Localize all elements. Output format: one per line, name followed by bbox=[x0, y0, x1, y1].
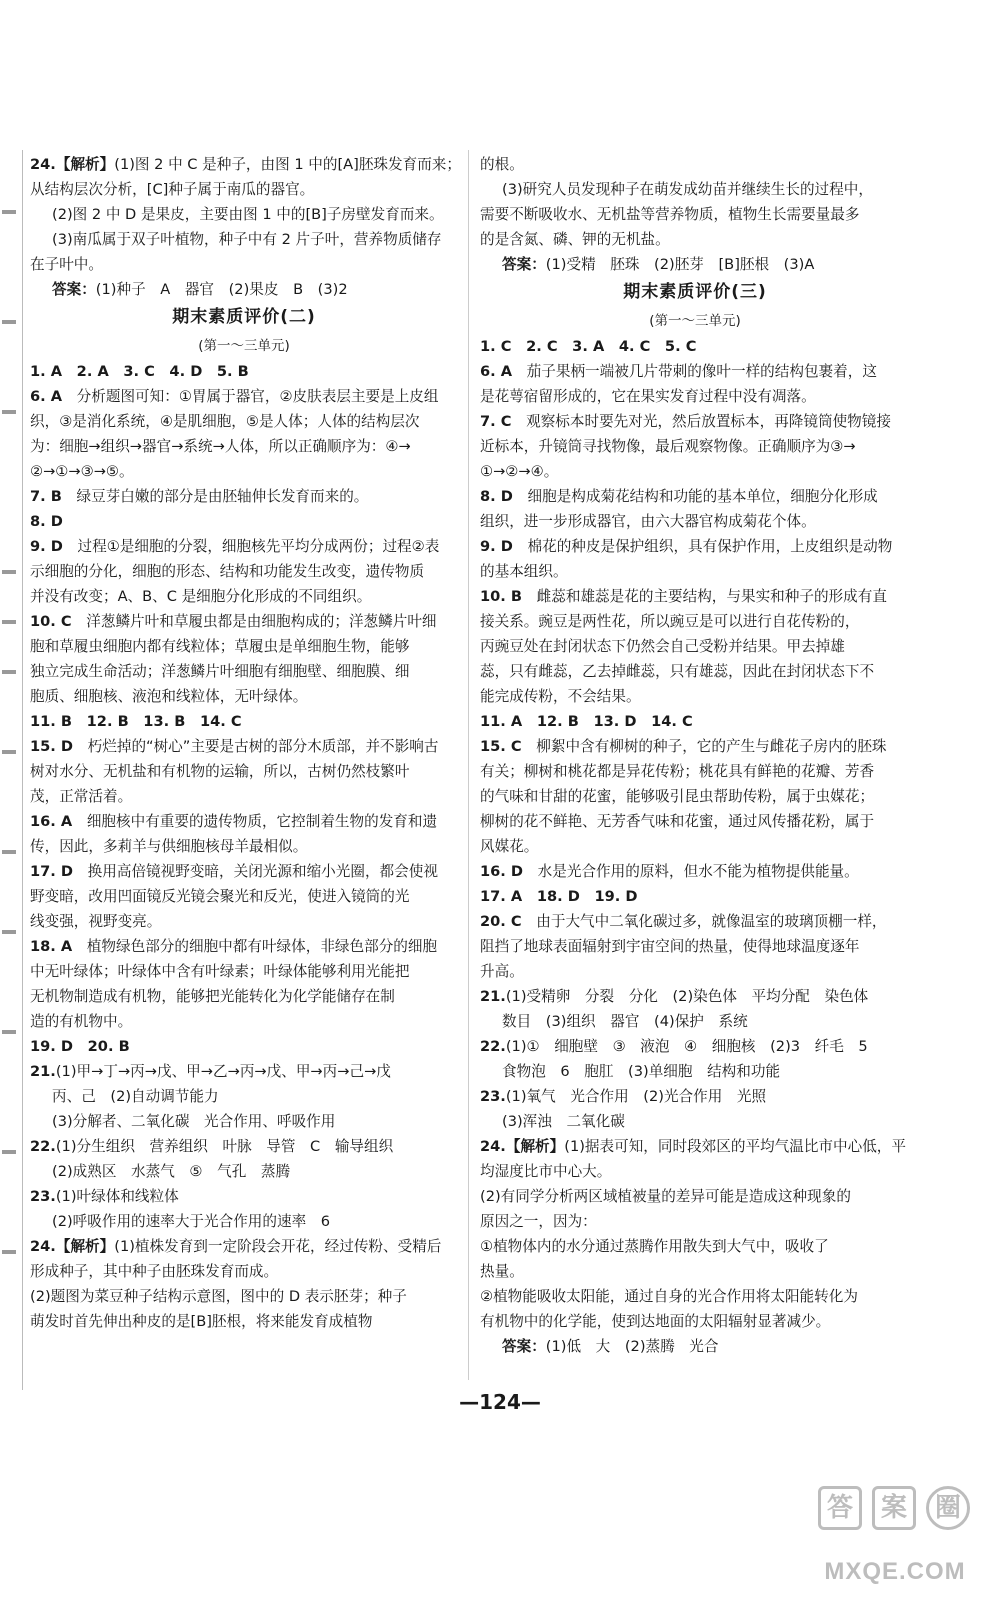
answer-item bbox=[30, 859, 458, 934]
answer-text: 野变暗，改用凹面镜反光镜会聚光和反光，使进入镜筒的光 bbox=[30, 888, 410, 905]
answer-text: 并没有改变；A、B、C 是细胞分化形成的不同组织。 bbox=[30, 588, 372, 605]
answer-text: 热量。 bbox=[480, 1263, 524, 1280]
answer-first-line bbox=[30, 384, 458, 409]
answer-first-line bbox=[480, 984, 910, 1009]
answer-first-line bbox=[480, 252, 910, 277]
answer-first-line bbox=[480, 1334, 910, 1359]
answer-first-line bbox=[480, 859, 910, 884]
question-number: 23. bbox=[30, 1188, 56, 1205]
right-column bbox=[480, 152, 910, 1359]
answer-continuation-line bbox=[30, 1009, 458, 1034]
answer-text: ②植物能吸收太阳能，通过自身的光合作用将太阳能转化为 bbox=[480, 1288, 858, 1305]
question-number: 22. bbox=[480, 1038, 506, 1055]
answer-item bbox=[480, 534, 910, 584]
answer-item bbox=[480, 359, 910, 409]
answer-continuation-line bbox=[30, 1209, 458, 1234]
answer-continuation-line bbox=[480, 1184, 910, 1209]
answer-text: 绿豆芽白嫩的部分是由胚轴伸长发育而来的。 bbox=[61, 488, 369, 505]
text-line: 的是含氮、磷、钾的无机盐。 bbox=[480, 231, 670, 248]
answer-text: 细胞核中有重要的遗传物质，它控制着生物的发育和遗 bbox=[72, 813, 438, 830]
answer-continuation-line bbox=[480, 684, 910, 709]
answer-continuation-line bbox=[480, 1009, 910, 1034]
answer-first-line bbox=[480, 584, 910, 609]
answer-text: (1)据表可知，同时段郊区的平均气温比市中心低，平 bbox=[564, 1138, 906, 1155]
answer-item bbox=[480, 1334, 910, 1359]
answer-text: 有机物中的化学能，使到达地面的太阳辐射显著减少。 bbox=[480, 1313, 831, 1330]
answer-text: 柳树的花不鲜艳、无芳香气味和花蜜，通过风传播花粉，属于 bbox=[480, 813, 875, 830]
answer-item bbox=[30, 384, 458, 484]
answer-text: (1)① 细胞壁 ③ 液泡 ④ 细胞核 (2)3 纤毛 5 bbox=[505, 1038, 868, 1055]
text-line: 1. C 2. C 3. A 4. C 5. C bbox=[480, 338, 697, 355]
answer-text: (1)受精 胚珠 (2)胚芽 [B]胚根 (3)A bbox=[545, 256, 815, 273]
answer-continuation-line bbox=[30, 584, 458, 609]
answer-continuation-line bbox=[480, 934, 910, 959]
answer-first-line bbox=[30, 484, 458, 509]
text-line: (3)南瓜属于双子叶植物，种子中有 2 片子叶，营养物质储存 bbox=[52, 231, 442, 248]
answer-continuation-line bbox=[30, 884, 458, 909]
answer-text: 数目 (3)组织 器官 (4)保护 系统 bbox=[502, 1013, 748, 1030]
binding-margin-line bbox=[22, 150, 23, 1390]
answer-item bbox=[30, 1134, 458, 1184]
answer-text: (2)呼吸作用的速率大于光合作用的速率 6 bbox=[52, 1213, 331, 1230]
answer-text: 能完成传粉，不会结果。 bbox=[480, 688, 641, 705]
answer-item bbox=[30, 934, 458, 1034]
answer-text: (2)题图为菜豆种子结构示意图，图中的 D 表示胚芽；种子 bbox=[30, 1288, 407, 1305]
answer-continuation-line bbox=[480, 384, 910, 409]
section-subtitle: (第一～三单元) bbox=[198, 338, 290, 354]
answer-text: 的基本组织。 bbox=[480, 563, 568, 580]
question-number: 18. A bbox=[30, 938, 73, 955]
answer-first-line bbox=[30, 809, 458, 834]
answer-continuation-line bbox=[480, 1284, 910, 1309]
answer-item bbox=[480, 859, 910, 884]
answer-first-line bbox=[30, 934, 458, 959]
answer-tag: 答案： bbox=[52, 281, 96, 298]
binding-margin-marks bbox=[2, 150, 18, 1390]
answer-continuation-line bbox=[30, 1284, 458, 1309]
answer-continuation-line bbox=[30, 959, 458, 984]
answer-tag: 答案： bbox=[502, 1338, 546, 1355]
answer-first-line bbox=[30, 609, 458, 634]
answer-continuation-line bbox=[30, 984, 458, 1009]
text-line: 需要不断吸收水、无机盐等营养物质，植物生长需要量最多 bbox=[480, 206, 860, 223]
answer-text: 雌蕊和雄蕊是花的主要结构，与果实和种子的形成有直 bbox=[522, 588, 887, 605]
answer-continuation-line bbox=[480, 1234, 910, 1259]
answer-text: (1)低 大 (2)蒸腾 光合 bbox=[545, 1338, 719, 1355]
answer-item bbox=[480, 1134, 910, 1334]
answer-continuation-line bbox=[30, 559, 458, 584]
answer-text: 胞和草履虫细胞内都有线粒体；草履虫是单细胞生物，能够 bbox=[30, 638, 410, 655]
answer-text: 阻挡了地球表面辐射到宇宙空间的热量，使得地球温度逐年 bbox=[480, 938, 860, 955]
answer-text: 造的有机物中。 bbox=[30, 1013, 133, 1030]
answer-first-line bbox=[480, 409, 910, 434]
answer-item bbox=[480, 984, 910, 1034]
answer-text: 水是光合作用的原料，但水不能为植物提供能量。 bbox=[523, 863, 859, 880]
section-title: 期末素质评价(二) bbox=[172, 307, 316, 327]
answer-text: 茂，正常活着。 bbox=[30, 788, 133, 805]
answer-continuation-line bbox=[30, 459, 458, 484]
answer-text: (1)叶绿体和线粒体 bbox=[55, 1188, 179, 1205]
answer-continuation-line bbox=[480, 1259, 910, 1284]
answer-text: 换用高倍镜视野变暗，关闭光源和缩小光圈，都会使视 bbox=[73, 863, 438, 880]
answer-text: ①植物体内的水分通过蒸腾作用散失到大气中，吸收了 bbox=[480, 1238, 829, 1255]
text-line: (2)图 2 中 D 是果皮，主要由图 1 中的[B]子房壁发育而来。 bbox=[52, 206, 444, 223]
answer-text: (2)成熟区 水蒸气 ⑤ 气孔 蒸腾 bbox=[52, 1163, 291, 1180]
answer-text: ②→①→③→⑤。 bbox=[30, 463, 134, 480]
answer-item bbox=[30, 277, 458, 302]
watermark-logo bbox=[810, 1486, 980, 1586]
answer-text: 过程①是细胞的分裂，细胞核先平均分成两份；过程②表 bbox=[62, 538, 440, 555]
answer-tag: 【解析】 bbox=[55, 156, 115, 173]
question-number: 24. bbox=[30, 156, 56, 173]
watermark-char-1: 答 bbox=[818, 1486, 862, 1530]
answer-text: 朽烂掉的“树心”主要是古树的部分木质部，并不影响古 bbox=[73, 738, 439, 755]
answer-text: 是花萼宿留形成的，它在果实发育过程中没有凋落。 bbox=[480, 388, 816, 405]
answer-text: 风媒花。 bbox=[480, 838, 539, 855]
text-line: 8. D bbox=[30, 513, 63, 530]
question-number: 10. C bbox=[30, 613, 72, 630]
answer-text: (2)有同学分析两区域植被量的差异可能是造成这种现象的 bbox=[480, 1188, 851, 1205]
answer-item bbox=[480, 584, 910, 709]
answer-text: 均湿度比市中心大。 bbox=[480, 1163, 612, 1180]
answer-text: ①→②→④。 bbox=[480, 463, 559, 480]
answer-text: 组织，进一步形成器官，由六大器官构成菊花个体。 bbox=[480, 513, 816, 530]
answer-text: 传，因此，多莉羊与供细胞核母羊最相似。 bbox=[30, 838, 308, 855]
question-number: 6. A bbox=[480, 363, 513, 380]
answer-continuation-line bbox=[480, 659, 910, 684]
answer-continuation-line bbox=[480, 459, 910, 484]
answer-item bbox=[480, 734, 910, 859]
question-number: 20. C bbox=[480, 913, 522, 930]
answer-text: 分析题图可知：①胃属于器官，②皮肤表层主要是上皮组 bbox=[62, 388, 439, 405]
question-number: 8. D bbox=[480, 488, 513, 505]
answer-continuation-line bbox=[480, 759, 910, 784]
answer-text: 由于大气中二氧化碳过多，就像温室的玻璃顶棚一样， bbox=[521, 913, 887, 930]
page-number: —124— bbox=[459, 1390, 541, 1414]
question-number: 22. bbox=[30, 1138, 56, 1155]
answer-text: 有关；柳树和桃花都是异花传粉；桃花具有鲜艳的花瓣、芳香 bbox=[480, 763, 875, 780]
answer-tag: 答案： bbox=[502, 256, 546, 273]
answer-continuation-line bbox=[480, 1309, 910, 1334]
answer-continuation-line bbox=[30, 434, 458, 459]
answer-text: (1)受精卵 分裂 分化 (2)染色体 平均分配 染色体 bbox=[505, 988, 869, 1005]
answer-text: 接关系。豌豆是两性花，所以豌豆是可以进行自花传粉的， bbox=[480, 613, 860, 630]
answer-continuation-line bbox=[480, 1109, 910, 1134]
answer-continuation-line bbox=[480, 1059, 910, 1084]
answer-text: 独立完成生命活动；洋葱鳞片叶细胞有细胞壁、细胞膜、细 bbox=[30, 663, 410, 680]
answer-text: 形成种子，其中种子由胚珠发育而成。 bbox=[30, 1263, 279, 1280]
left-column bbox=[30, 152, 461, 1334]
question-number: 16. D bbox=[480, 863, 524, 880]
answer-continuation-line bbox=[30, 834, 458, 859]
answer-first-line bbox=[480, 484, 910, 509]
question-number: 15. C bbox=[480, 738, 522, 755]
answer-text: 萌发时首先伸出种皮的是[B]胚根，将来能发育成植物 bbox=[30, 1313, 373, 1330]
answer-first-line bbox=[30, 1184, 458, 1209]
question-number: 7. B bbox=[30, 488, 62, 505]
text-line: 11. B 12. B 13. B 14. C bbox=[30, 713, 242, 730]
answer-text: 树对水分、无机盐和有机物的运输，所以，古树仍然枝繁叶 bbox=[30, 763, 410, 780]
section-subtitle: (第一～三单元) bbox=[649, 313, 741, 329]
text-line: 的根。 bbox=[480, 156, 524, 173]
answer-first-line bbox=[480, 1034, 910, 1059]
answer-text: (3)分解者、二氧化碳 光合作用、呼吸作用 bbox=[52, 1113, 336, 1130]
text-line: 在子叶中。 bbox=[30, 256, 103, 273]
answer-first-line bbox=[480, 734, 910, 759]
answer-first-line bbox=[480, 534, 910, 559]
answer-item bbox=[30, 734, 458, 809]
answer-continuation-line bbox=[480, 959, 910, 984]
answer-continuation-line bbox=[30, 784, 458, 809]
answer-continuation-line bbox=[30, 684, 458, 709]
answer-first-line bbox=[30, 734, 458, 759]
question-number: 16. A bbox=[30, 813, 73, 830]
answer-first-line bbox=[30, 277, 458, 302]
answer-text: 的气味和甘甜的花蜜，能够吸引昆虫帮助传粉，属于虫媒花； bbox=[480, 788, 875, 805]
question-number: 9. D bbox=[480, 538, 513, 555]
text-line: 19. D 20. B bbox=[30, 1038, 130, 1055]
answer-continuation-line bbox=[480, 1159, 910, 1184]
answer-continuation-line bbox=[480, 1209, 910, 1234]
answer-continuation-line bbox=[30, 634, 458, 659]
answer-continuation-line bbox=[30, 659, 458, 684]
answer-text: 茄子果柄一端被几片带刺的像叶一样的结构包裹着，这 bbox=[512, 363, 877, 380]
answer-item bbox=[30, 1234, 458, 1334]
answer-text: 为：细胞→组织→器官→系统→人体，所以正确顺序为：④→ bbox=[30, 438, 411, 455]
answer-first-line bbox=[480, 1134, 910, 1159]
answer-first-line bbox=[30, 1059, 458, 1084]
answer-text: 织，③是消化系统，④是肌细胞，⑤是人体；人体的结构层次 bbox=[30, 413, 420, 430]
answer-continuation-line bbox=[480, 634, 910, 659]
watermark-char-2: 案 bbox=[872, 1486, 916, 1530]
text-line: (3)研究人员发现种子在萌发成幼苗并继续生长的过程中， bbox=[502, 181, 873, 198]
answer-text: (1)图 2 中 C 是种子，由图 1 中的[A]胚珠发育而来； bbox=[114, 156, 461, 173]
answer-item bbox=[30, 609, 458, 709]
answer-item bbox=[30, 809, 458, 859]
text-line: 17. A 18. D 19. D bbox=[480, 888, 638, 905]
answer-text: 升高。 bbox=[480, 963, 524, 980]
question-number: 24. bbox=[480, 1138, 506, 1155]
answer-continuation-line bbox=[30, 1309, 458, 1334]
answer-continuation-line bbox=[480, 509, 910, 534]
answer-text: 洋葱鳞片叶和草履虫都是由细胞构成的；洋葱鳞片叶细 bbox=[71, 613, 437, 630]
answer-text: (1)植株发育到一定阶段会开花，经过传粉、受精后 bbox=[114, 1238, 442, 1255]
answer-text: 细胞是构成菊花结构和功能的基本单位，细胞分化形成 bbox=[512, 488, 878, 505]
answer-text: 棉花的种皮是保护组织，具有保护作用，上皮组织是动物 bbox=[512, 538, 893, 555]
answer-text: 中无叶绿体；叶绿体中含有叶绿素；叶绿体能够利用光能把 bbox=[30, 963, 410, 980]
answer-item bbox=[480, 909, 910, 984]
answer-continuation-line bbox=[480, 609, 910, 634]
answer-text: 蕊，只有雌蕊，乙去掉雌蕊，只有雄蕊，因此在封闭状态下不 bbox=[480, 663, 875, 680]
answer-tag: 【解析】 bbox=[505, 1138, 565, 1155]
answer-text: 胞质、细胞核、液泡和线粒体，无叶绿体。 bbox=[30, 688, 308, 705]
answer-item bbox=[30, 484, 458, 509]
answer-item bbox=[30, 534, 458, 609]
answer-first-line bbox=[30, 152, 461, 177]
answer-text: 丙豌豆处在封闭状态下仍然会自己受粉并结果。甲去掉雄 bbox=[480, 638, 845, 655]
answer-item bbox=[480, 409, 910, 484]
answer-continuation-line bbox=[30, 409, 458, 434]
answer-item bbox=[30, 152, 461, 202]
answer-first-line bbox=[30, 534, 458, 559]
answer-continuation-line bbox=[30, 1259, 458, 1284]
answer-tag: 【解析】 bbox=[55, 1238, 115, 1255]
question-number: 23. bbox=[480, 1088, 506, 1105]
column-divider bbox=[468, 150, 469, 1380]
question-number: 21. bbox=[30, 1063, 56, 1080]
text-line: 11. A 12. B 13. D 14. C bbox=[480, 713, 693, 730]
watermark-url: MXQE.COM bbox=[824, 1558, 966, 1585]
answer-first-line bbox=[480, 359, 910, 384]
answer-continuation-line bbox=[30, 759, 458, 784]
answer-first-line bbox=[30, 1234, 458, 1259]
answer-text: (1)氧气 光合作用 (2)光合作用 光照 bbox=[505, 1088, 767, 1105]
answer-item bbox=[480, 1034, 910, 1084]
answer-text: 近标本，升镜筒寻找物像，最后观察物像。正确顺序为③→ bbox=[480, 438, 856, 455]
answer-first-line bbox=[480, 1084, 910, 1109]
section-title: 期末素质评价(三) bbox=[623, 282, 767, 302]
answer-continuation-line bbox=[480, 559, 910, 584]
answer-item bbox=[480, 484, 910, 534]
answer-text: 柳絮中含有柳树的种子，它的产生与雌花子房内的胚珠 bbox=[521, 738, 887, 755]
answer-continuation-line bbox=[480, 834, 910, 859]
answer-continuation-line bbox=[30, 1109, 458, 1134]
answer-continuation-line bbox=[30, 1159, 458, 1184]
question-number: 15. D bbox=[30, 738, 74, 755]
answer-text: 植物绿色部分的细胞中都有叶绿体，非绿色部分的细胞 bbox=[72, 938, 438, 955]
answer-text: 线变强，视野变亮。 bbox=[30, 913, 162, 930]
answer-continuation-line bbox=[480, 784, 910, 809]
answer-text: 观察标本时要先对光，然后放置标本，再降镜筒使物镜接 bbox=[511, 413, 891, 430]
answer-first-line bbox=[30, 859, 458, 884]
answer-text: 原因之一，因为： bbox=[480, 1213, 597, 1230]
question-number: 17. D bbox=[30, 863, 74, 880]
question-number: 24. bbox=[30, 1238, 56, 1255]
answer-continuation-line bbox=[30, 909, 458, 934]
answer-item bbox=[30, 1184, 458, 1234]
answer-item bbox=[480, 1084, 910, 1134]
answer-text: 食物泡 6 胞肛 (3)单细胞 结构和功能 bbox=[502, 1063, 781, 1080]
question-number: 10. B bbox=[480, 588, 523, 605]
answer-continuation-line bbox=[480, 809, 910, 834]
question-number: 7. C bbox=[480, 413, 512, 430]
answer-first-line bbox=[480, 909, 910, 934]
answer-first-line bbox=[30, 1134, 458, 1159]
answer-text: (3)浑浊 二氧化碳 bbox=[502, 1113, 625, 1130]
question-number: 21. bbox=[480, 988, 506, 1005]
text-line: 1. A 2. A 3. C 4. D 5. B bbox=[30, 363, 249, 380]
watermark-char-3: 圈 bbox=[926, 1486, 970, 1530]
question-number: 9. D bbox=[30, 538, 63, 555]
answer-text: 示细胞的分化，细胞的形态、结构和功能发生改变，遗传物质 bbox=[30, 563, 425, 580]
answer-text: 从结构层次分析，[C]种子属于南瓜的器官。 bbox=[30, 181, 315, 198]
answer-text: 无机物制造成有机物，能够把光能转化为化学能储存在制 bbox=[30, 988, 395, 1005]
question-number: 6. A bbox=[30, 388, 63, 405]
answer-item bbox=[30, 1059, 458, 1134]
answer-continuation-line bbox=[480, 434, 910, 459]
answer-continuation-line bbox=[30, 177, 458, 202]
answer-text: (1)甲→丁→丙→戊、甲→乙→丙→戊、甲→丙→己→戊 bbox=[55, 1063, 391, 1080]
answer-text: 丙、己 (2)自动调节能力 bbox=[52, 1088, 219, 1105]
answer-text: (1)种子 A 器官 (2)果皮 B (3)2 bbox=[95, 281, 348, 298]
answer-item bbox=[480, 252, 910, 277]
answer-continuation-line bbox=[30, 1084, 458, 1109]
answer-text: (1)分生组织 营养组织 叶脉 导管 C 输导组织 bbox=[55, 1138, 394, 1155]
